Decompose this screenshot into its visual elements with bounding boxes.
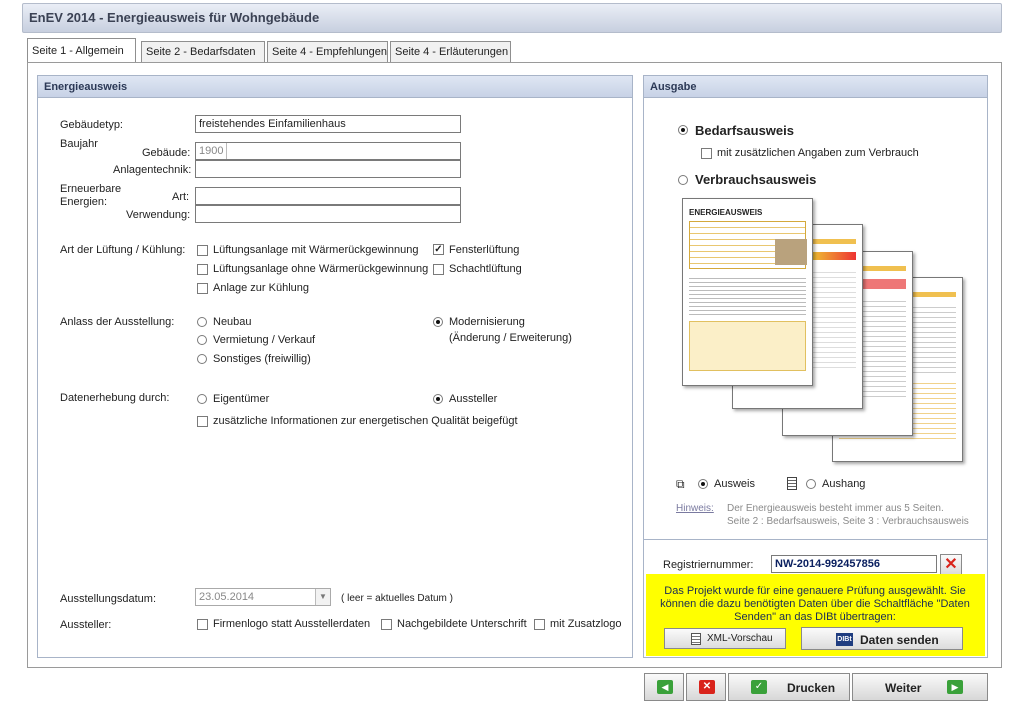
aushang-label: Aushang bbox=[822, 478, 866, 490]
modernisierung-radio[interactable] bbox=[433, 317, 443, 327]
ausstellungsdatum-dropdown[interactable] bbox=[195, 588, 331, 606]
tab-label: Seite 4 - Empfehlungen bbox=[272, 46, 387, 58]
tab-erlaeuterungen[interactable] bbox=[390, 41, 511, 62]
erneuerbare-label: Erneuerbare bbox=[60, 183, 122, 195]
aussteller-radio-label: Aussteller bbox=[449, 393, 498, 405]
daten-senden-button[interactable] bbox=[801, 627, 963, 650]
unterschrift-checkbox[interactable] bbox=[381, 619, 392, 630]
registriernummer-label: Registriernummer: bbox=[663, 559, 754, 571]
close-icon: ✕ bbox=[699, 680, 715, 694]
input-divider bbox=[226, 143, 227, 159]
energien-label: Energien: bbox=[60, 196, 108, 208]
verbrauchsausweis-radio[interactable] bbox=[678, 175, 688, 185]
tab-allgemein[interactable] bbox=[27, 38, 136, 62]
modernisierung-sublabel: (Änderung / Erweiterung) bbox=[449, 332, 572, 344]
lueftung-ohne-wrg-checkbox[interactable] bbox=[197, 264, 208, 275]
zusatzinfo-checkbox[interactable] bbox=[197, 416, 208, 427]
lueftung-label: Art der Lüftung / Kühlung: bbox=[60, 244, 186, 256]
drucken-button[interactable] bbox=[728, 673, 850, 701]
lueftung-mit-wrg-label: Lüftungsanlage mit Wärmerückgewinnung bbox=[213, 244, 419, 256]
eigentuemer-label: Eigentümer bbox=[213, 393, 270, 405]
ausweis-radio[interactable] bbox=[698, 479, 708, 489]
back-button[interactable] bbox=[644, 673, 684, 701]
datenerhebung-label: Datenerhebung durch: bbox=[60, 392, 170, 404]
anlagentechnik-input[interactable] bbox=[195, 160, 461, 178]
baujahr-label: Baujahr bbox=[60, 138, 98, 150]
cancel-button[interactable] bbox=[686, 673, 726, 701]
erneuerbare-art-input[interactable] bbox=[195, 187, 461, 205]
bedarfsausweis-label: Bedarfsausweis bbox=[695, 123, 794, 138]
xml-vorschau-button[interactable] bbox=[664, 628, 786, 649]
schachtlueftung-label: Schachtlüftung bbox=[449, 263, 522, 275]
art-label: Art: bbox=[172, 191, 190, 203]
neubau-label: Neubau bbox=[213, 316, 252, 328]
neubau-radio[interactable] bbox=[197, 317, 207, 327]
weiter-button[interactable] bbox=[852, 673, 988, 701]
sonstiges-radio[interactable] bbox=[197, 354, 207, 364]
verwendung-label: Verwendung: bbox=[126, 209, 191, 221]
bedarfsausweis-radio[interactable] bbox=[678, 125, 688, 135]
zusatzlogo-label: mit Zusatzlogo bbox=[550, 618, 622, 630]
daten-senden-label: Daten senden bbox=[860, 633, 939, 647]
fensterlueftung-label: Fensterlüftung bbox=[449, 244, 520, 256]
arrow-right-icon: ▶ bbox=[947, 680, 963, 694]
schachtlueftung-checkbox[interactable] bbox=[433, 264, 444, 275]
gebaeudetyp-label: Gebäudetyp: bbox=[60, 119, 123, 131]
lueftung-mit-wrg-checkbox[interactable] bbox=[197, 245, 208, 256]
hinweis-text-1: Der Energieausweis besteht immer aus 5 Seiten. bbox=[727, 503, 944, 514]
kuehlung-label: Anlage zur Kühlung bbox=[213, 282, 310, 294]
firmenlogo-checkbox[interactable] bbox=[197, 619, 208, 630]
ausweis-label: Ausweis bbox=[714, 478, 755, 490]
lueftung-ohne-wrg-label: Lüftungsanlage ohne Wärmerückgewinnung bbox=[213, 263, 429, 275]
arrow-left-icon: ◀ bbox=[657, 680, 673, 694]
datum-value: 23.05.2014 bbox=[199, 591, 255, 603]
modernisierung-label: Modernisierung bbox=[449, 316, 525, 328]
drucken-label: Drucken bbox=[787, 681, 836, 695]
copy-icon: ⧉ bbox=[676, 477, 685, 491]
zusatzlogo-checkbox[interactable] bbox=[534, 619, 545, 630]
datum-hint: ( leer = aktuelles Datum ) bbox=[341, 593, 453, 604]
tab-label: Seite 1 - Allgemein bbox=[32, 45, 124, 57]
aussteller-label: Aussteller: bbox=[60, 619, 112, 631]
kuehlung-checkbox[interactable] bbox=[197, 283, 208, 294]
aushang-radio[interactable] bbox=[806, 479, 816, 489]
vermietung-label: Vermietung / Verkauf bbox=[213, 334, 316, 346]
dibt-notice-text: Das Projekt wurde für eine genauere Prüfung ausgewählt. Sie können die dazu benötigten Daten über die Schaltfläche "Daten Senden" an das DIBt übertragen: bbox=[660, 585, 970, 623]
unterschrift-label: Nachgebildete Unterschrift bbox=[397, 618, 527, 630]
registriernummer-input[interactable]: NW-2014-992457856 bbox=[771, 555, 937, 573]
erneuerbare-verwendung-input[interactable] bbox=[195, 205, 461, 223]
verbrauch-zusatz-label: mit zusätzlichen Angaben zum Verbrauch bbox=[717, 147, 919, 159]
verbrauch-zusatz-checkbox[interactable] bbox=[701, 148, 712, 159]
hinweis-link[interactable]: Hinweis: bbox=[676, 503, 714, 514]
verbrauchsausweis-label: Verbrauchsausweis bbox=[695, 172, 817, 187]
house-image bbox=[775, 239, 807, 265]
baujahr-value: 1900 bbox=[199, 145, 224, 157]
ausweis-preview bbox=[680, 198, 970, 466]
aussteller-radio[interactable] bbox=[433, 394, 443, 404]
firmenlogo-label: Firmenlogo statt Ausstellerdaten bbox=[213, 618, 371, 630]
sonstiges-label: Sonstiges (freiwillig) bbox=[213, 353, 311, 365]
window-title: EnEV 2014 - Energieausweis für Wohngebäude bbox=[29, 10, 320, 25]
chevron-down-icon[interactable]: ▼ bbox=[315, 589, 330, 605]
eigentuemer-radio[interactable] bbox=[197, 394, 207, 404]
anlagentechnik-label: Anlagentechnik: bbox=[113, 164, 192, 176]
gebaeude-label: Gebäude: bbox=[142, 147, 191, 159]
divider bbox=[644, 539, 987, 540]
tab-empfehlungen[interactable] bbox=[267, 41, 388, 62]
zusatzinfo-label: zusätzliche Informationen zur energetischen Qualität beigefügt bbox=[213, 415, 518, 427]
tab-bedarfsdaten[interactable] bbox=[141, 41, 265, 62]
energieausweis-heading: Energieausweis bbox=[38, 76, 632, 98]
preview-page-1 bbox=[682, 198, 813, 386]
gebaeudetyp-input[interactable]: freistehendes Einfamilienhaus bbox=[195, 115, 461, 133]
clear-registriernummer-button[interactable] bbox=[940, 554, 962, 575]
hinweis-text-2: Seite 2 : Bedarfsausweis, Seite 3 : Verbrauchsausweis bbox=[727, 516, 969, 527]
weiter-label: Weiter bbox=[885, 681, 922, 695]
ausstellungsdatum-label: Ausstellungsdatum: bbox=[60, 593, 156, 605]
xml-vorschau-label: XML-Vorschau bbox=[707, 633, 773, 644]
vermietung-radio[interactable] bbox=[197, 335, 207, 345]
xml-icon bbox=[691, 633, 701, 645]
preview-title: ENERGIEAUSWEIS bbox=[689, 208, 763, 217]
dibt-logo: DIBt bbox=[836, 633, 853, 646]
document-icon bbox=[787, 477, 797, 490]
ausgabe-heading: Ausgabe bbox=[644, 76, 987, 98]
tab-label: Seite 2 - Bedarfsdaten bbox=[146, 46, 256, 58]
fensterlueftung-checkbox[interactable]: ✓ bbox=[434, 244, 443, 255]
tab-label: Seite 4 - Erläuterungen bbox=[395, 46, 509, 58]
baujahr-gebaeude-input[interactable] bbox=[195, 142, 461, 160]
window-title-bar bbox=[22, 3, 1002, 33]
close-icon: ✕ bbox=[944, 556, 958, 573]
check-icon: ✓ bbox=[751, 680, 767, 694]
anlass-label: Anlass der Ausstellung: bbox=[60, 316, 175, 328]
